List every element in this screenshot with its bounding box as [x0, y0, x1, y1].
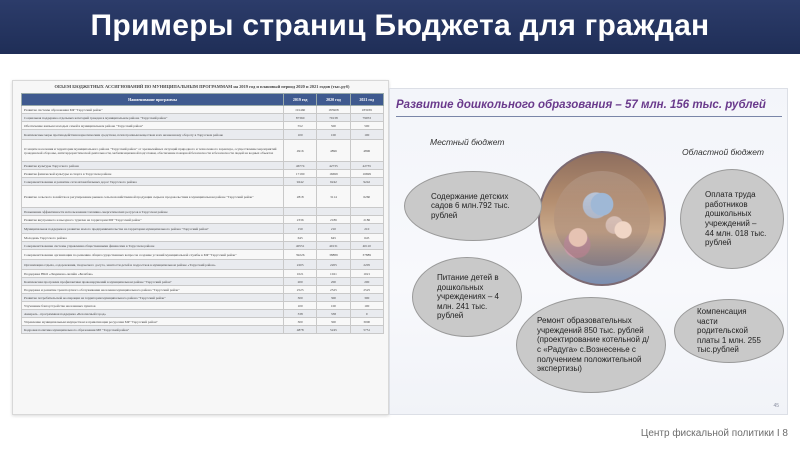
page-title: Примеры страниц Бюджета для граждан [90, 9, 710, 42]
amount-cell: 500 [350, 122, 383, 130]
amount-cell: 42735 [317, 162, 350, 170]
amount-cell: 100 [350, 130, 383, 140]
amount-cell: 200 [350, 278, 383, 286]
table-row [22, 294, 384, 302]
amount-cell: 300 [317, 294, 350, 302]
program-name-cell: Улучшение благоустройства населенных пунктов [22, 302, 284, 310]
footer-text: Центр фискальной политики I 8 [640, 428, 788, 439]
program-name-cell: Развитие культуры Тарусского района [22, 162, 284, 170]
amount-cell: 500 [317, 122, 350, 130]
amount-cell: 552 [284, 122, 317, 130]
program-name-cell: Развитие потребительской кооперации на территории муниципального района "Тарусский район" [22, 294, 284, 302]
table-row [22, 318, 384, 326]
program-name-cell: Муниципальная поддержка и развитие малого предпринимательства на территории муниципального района "Тарусский район" [22, 224, 284, 234]
slide-page-number: 45 [773, 403, 779, 409]
amount-cell: 2186 [350, 216, 383, 224]
program-name-cell: Обеспечение жильем молодых семей в муниципальном районе "Тарусский район" [22, 122, 284, 130]
amount-cell: 6260 [350, 186, 383, 208]
column-header: Наименование программы [22, 94, 284, 106]
program-name-cell: Повышение эффективности использования топливно-энергетических ресурсов в Тарусском районе [22, 208, 284, 216]
amount-cell: 40110 [350, 242, 383, 250]
table-row [22, 310, 384, 318]
table-row [22, 302, 384, 310]
column-header: 2019 год [284, 94, 317, 106]
program-budget-table [21, 93, 384, 334]
amount-cell: 183939 [350, 106, 383, 114]
table-row [22, 140, 384, 162]
amount-cell: 183908 [317, 106, 350, 114]
amount-cell: 38889 [317, 250, 350, 260]
local-budget-label: Местный бюджет [430, 137, 505, 147]
amount-cell: 100 [350, 302, 383, 310]
program-name-cell: Поддержка НКО «Людиново-онлайн «Балабан» [22, 270, 284, 278]
amount-cell: 2205 [317, 260, 350, 270]
amount-cell: 79053 [350, 114, 383, 122]
amount-cell: 2525 [284, 286, 317, 294]
table-row [22, 114, 384, 122]
amount-cell: 0 [350, 310, 383, 318]
bubble-salary [680, 169, 784, 269]
program-name-cell: Социальная поддержка отдельных категорий граждан в муниципальном районе "Тарусский район" [22, 114, 284, 122]
amount-cell: 150 [284, 224, 317, 234]
amount-cell: 2205 [350, 260, 383, 270]
amount-cell: 100 [284, 302, 317, 310]
preschool-budget-slide [389, 88, 788, 415]
table-header-row [22, 94, 384, 106]
amount-cell: 2336 [284, 216, 317, 224]
regional-budget-label: Областной бюджет [682, 147, 764, 157]
program-name-cell: Совершенствование и развитие сети автомобильных дорог Тарусского района [22, 178, 284, 186]
amount-cell [350, 208, 383, 216]
amount-cell: 87360 [284, 114, 317, 122]
amount-cell: 338 [284, 310, 317, 318]
amount-cell: 4878 [284, 326, 317, 334]
amount-cell [317, 208, 350, 216]
program-name-cell: Организация отдыха, оздоровления, творческого досуга, занятости детей и подростков в муниципальном районе «Тарусский район» [22, 260, 284, 270]
amount-cell: 4896 [317, 140, 350, 162]
table-row [22, 260, 384, 270]
program-name-cell: Развитие сельского хозяйства и регулирование рынков сельскохозяйственной продукции сырья и продовольствия в муниципальном районе "Тарусский район" [22, 186, 284, 208]
amount-cell: 300 [317, 318, 350, 326]
table-row [22, 250, 384, 260]
header-bar [0, 0, 800, 54]
program-name-cell: Комплексная программа профилактики правонарушений в муниципальном районе "Тарусский район" [22, 278, 284, 286]
amount-cell: 16699 [317, 170, 350, 178]
table-row [22, 326, 384, 334]
amount-cell: 1021 [350, 270, 383, 278]
slide-title: Развитие дошкольного образования – 57 млн. 156 тыс. рублей [396, 99, 766, 111]
amount-cell: 40551 [284, 242, 317, 250]
table-row [22, 170, 384, 178]
amount-cell: 191460 [284, 106, 317, 114]
bubble-repair [516, 297, 666, 393]
table-row [22, 106, 384, 114]
table-row [22, 208, 384, 216]
table-row [22, 186, 384, 208]
table-row [22, 286, 384, 294]
amount-cell: 2818 [284, 186, 317, 208]
program-name-cell: О защите населения и территории муниципального района "Тарусский район" от чрезвычайных ситуаций природного и техногенного характера, осуществление мероприятий гражданской обороны, антитеррористической деятельности, мобилизационной подготовки, обеспечение пожарной безопасности и безопасности людей на водных объектах [22, 140, 284, 162]
table-row [22, 224, 384, 234]
program-name-cell: Совершенствование системы управления общественными финансами в Тарусском районе [22, 242, 284, 250]
amount-cell: 2186 [317, 216, 350, 224]
amount-cell: 4916 [284, 140, 317, 162]
table-row [22, 242, 384, 250]
bubble-food-text: Питание детей в дошкольных учреждениях – 4 млн. 241 тыс. рублей [437, 273, 500, 321]
program-name-cell: Акварель - программная поддержка «Безопасный город» [22, 310, 284, 318]
amount-cell: 5245 [317, 326, 350, 334]
table-title: ОБЪЕМ БЮДЖЕТНЫХ АССИГНОВАНИЙ ПО МУНИЦИПАЛЬНЫМ ПРОГРАММАМ на 2019 год и плановый период 2020 и 2021 годов (тыс.руб) [54, 84, 350, 89]
table-row [22, 278, 384, 286]
amount-cell: 338 [317, 310, 350, 318]
program-name-cell: Молодежь Тарусского района [22, 234, 284, 242]
table-row [22, 270, 384, 278]
amount-cell: 210 [317, 224, 350, 234]
title-divider [396, 116, 782, 117]
amount-cell: 100 [317, 302, 350, 310]
program-name-cell: Управление муниципальным имуществом и приватизация ресурсами МР "Тарусский район" [22, 318, 284, 326]
amount-cell: 2525 [350, 286, 383, 294]
table-row [22, 130, 384, 140]
amount-cell: 300 [284, 318, 317, 326]
amount-cell: 2525 [317, 286, 350, 294]
amount-cell: 100 [284, 130, 317, 140]
amount-cell: 645 [317, 234, 350, 242]
program-name-cell: Развитие физической культуры и спорта в Тарусском районе [22, 170, 284, 178]
amount-cell: 46774 [284, 162, 317, 170]
amount-cell: 9242 [350, 178, 383, 186]
amount-cell: 4896 [350, 140, 383, 162]
table-row [22, 122, 384, 130]
bubble-food [412, 257, 522, 337]
amount-cell [284, 208, 317, 216]
kindergarten-photo [538, 151, 666, 286]
program-name-cell: Поддержка и развитие транспортного обслуживания населения муниципального района "Тарусский район" [22, 286, 284, 294]
amount-cell: 200 [284, 278, 317, 286]
table-row [22, 178, 384, 186]
amount-cell: 100 [317, 130, 350, 140]
amount-cell: 3000 [350, 318, 383, 326]
bubble-salary-text: Оплата труда работников дошкольных учреждений – 44 млн. 018 тыс. рублей [705, 190, 767, 248]
amount-cell: 200 [317, 278, 350, 286]
amount-cell: 300 [284, 294, 317, 302]
amount-cell: 3114 [317, 186, 350, 208]
amount-cell: 40131 [317, 242, 350, 250]
amount-cell: 645 [284, 234, 317, 242]
column-header: 2021 год [350, 94, 383, 106]
amount-cell: 300 [350, 294, 383, 302]
bubble-compensation-text: Компенсация части родительской платы 1 млн. 255 тыс.рублей [697, 307, 761, 355]
photo-children [554, 171, 650, 266]
bubble-maintenance-text: Содержание детских садов 6 млн.792 тыс. рублей [431, 191, 510, 220]
amount-cell: 9242 [284, 178, 317, 186]
table-row [22, 234, 384, 242]
amount-cell: 645 [350, 234, 383, 242]
amount-cell: 5751 [350, 326, 383, 334]
amount-cell: 39226 [284, 250, 317, 260]
amount-cell: 2205 [284, 260, 317, 270]
amount-cell: 1021 [317, 270, 350, 278]
program-name-cell: Совершенствование организации по решению общегосударственных вопросов создание условий муниципальной службы в МР "Тарусский район" [22, 250, 284, 260]
program-name-cell: Комплексные меры противодействия наркотическим средствам, психотропным веществам и их незаконному обороту в Тарусском районе [22, 130, 284, 140]
column-header: 2020 год [317, 94, 350, 106]
amount-cell: 16699 [350, 170, 383, 178]
budget-table-slide [12, 80, 389, 415]
bubble-maintenance [404, 171, 542, 241]
amount-cell: 42735 [350, 162, 383, 170]
amount-cell: 37889 [350, 250, 383, 260]
amount-cell: 17190 [284, 170, 317, 178]
table-row [22, 162, 384, 170]
amount-cell: 210 [350, 224, 383, 234]
amount-cell: 1021 [284, 270, 317, 278]
program-name-cell: Кадровая политика муниципального образования МР "Тарусский район" [22, 326, 284, 334]
program-name-cell: Развитие системы образования МР "Тарусский район" [22, 106, 284, 114]
amount-cell: 9242 [317, 178, 350, 186]
bubble-compensation [674, 299, 784, 363]
bubble-repair-text: Ремонт образовательных учреждений 850 тыс. рублей (проектирование котельной д/с «Радуга» с.Вознесенье с получением положительной экспертизы) [537, 316, 650, 374]
table-row [22, 216, 384, 224]
program-name-cell: Развитие внутреннего и въездного туризма на территории МР "Тарусский район" [22, 216, 284, 224]
amount-cell: 79138 [317, 114, 350, 122]
